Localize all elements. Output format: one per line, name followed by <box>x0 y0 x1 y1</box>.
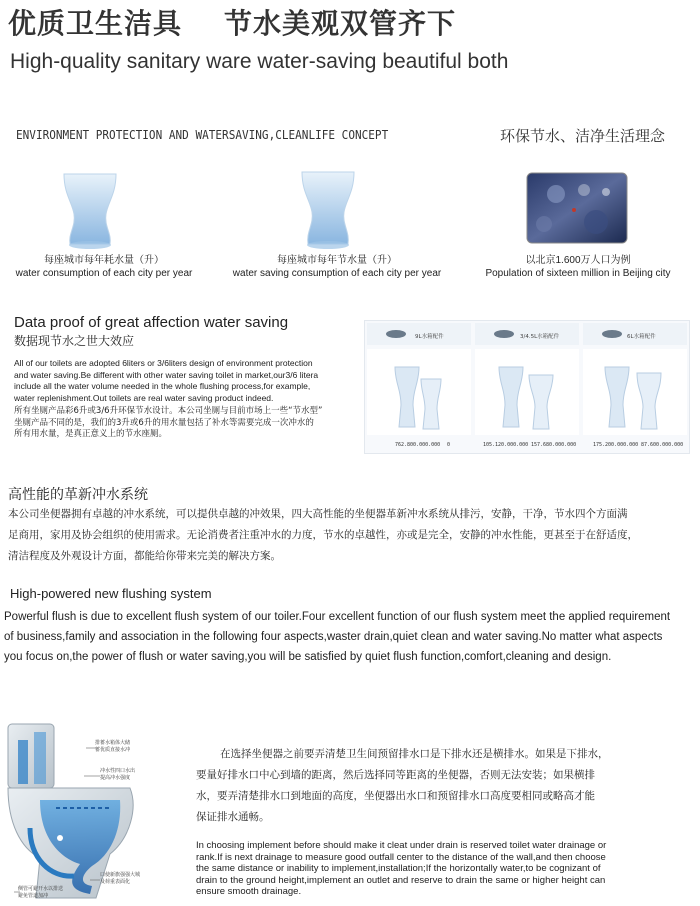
callout-line: 侧管可避开水以排送 <box>18 886 64 892</box>
diagram-callout-3 <box>100 872 140 886</box>
flush-cn-line: 足商用，家用及协会组织的使用需求。无论消费者注重冲水的力度，节水的卓越性，亦或是完全，安静的冲水性能，更甚至于在舒适度， <box>8 529 638 541</box>
install-paragraph-en <box>196 840 696 898</box>
flush-paragraph-cn <box>8 504 698 567</box>
title-cn-left: 优质卫生洁具 <box>8 7 183 40</box>
beijing-caption-en: Population of sixteen million in Beijing city <box>485 268 671 279</box>
beijing-caption <box>478 254 678 280</box>
tank-part-icon <box>385 329 407 339</box>
saving-caption-cn: 每座城市每年节水量（升） <box>277 255 397 266</box>
concept-heading-en: ENVIRONMENT PROTECTION AND WATERSAVING,CLEANLIFE CONCEPT <box>16 128 389 142</box>
toilet-cross-section-diagram <box>0 718 180 904</box>
saving-caption-en: water saving consumption of each city per year <box>232 268 442 279</box>
beijing-caption-cn: 以北京1.600万人口为例 <box>525 255 631 266</box>
flush-en-line: you focus on,the power of flush or water saving,you will be satisfied by quiet flush function,comfort,cleaning and design. <box>4 651 612 663</box>
proof-paragraph-cn <box>14 406 359 441</box>
panel-glasses-6l <box>583 349 687 435</box>
panel-glasses-9l <box>367 349 471 435</box>
diagram-callout-2 <box>100 768 135 782</box>
concept-heading-cn: 环保节水、洁净生活理念 <box>500 127 666 145</box>
callout-line: 避免管道加冲 <box>18 893 49 899</box>
proof-en-line: water replenishment.Out toilets are real water saving product indeed. <box>14 392 274 403</box>
panel-number: 87.600.000.000 <box>641 442 684 448</box>
panel-number: 0 <box>447 442 451 448</box>
panel-number: 762.800.000.000 <box>395 442 441 448</box>
flush-title-cn: 高性能的革新冲水系统 <box>8 487 148 503</box>
panel-tag-9l: 9L水箱配件 <box>415 334 444 340</box>
install-en-line: the same distance or inability to implement,installation;If the horizontally water,to be cognizant of <box>196 863 601 874</box>
consumption-caption-en: water consumption of each city per year <box>15 268 193 279</box>
page-title-en: High-quality sanitary ware water-saving beautiful both <box>10 50 509 73</box>
consumption-caption-cn: 每座城市每年耗水量（升） <box>44 255 164 266</box>
glass-consumption-image <box>60 170 120 252</box>
flush-paragraph-en <box>4 607 698 667</box>
panel-number: 105.120.000.000 <box>483 442 529 448</box>
tank-part-icon <box>493 329 515 339</box>
diagram-callout-1 <box>95 740 130 754</box>
saving-caption <box>226 254 448 280</box>
callout-line: 口使新旗强强大城 <box>100 872 141 878</box>
install-en-line: rank.If is next drainage to measure good outfall center to the distance of the wall,and then choose <box>196 851 606 863</box>
proof-en-line: and water saving.Be different with other water saving toilet in market,our3/6 litera <box>14 369 319 380</box>
flush-cn-line: 清洁程度及外观设计方面，都能给你带来完美的解决方案。 <box>8 550 281 562</box>
tank-part-icon <box>601 329 623 339</box>
proof-cn-line: 所有用水量，是真正意义上的节水座厕。 <box>14 429 168 439</box>
comparison-panel <box>364 320 690 454</box>
install-cn-line: 水，要弄清楚排水口到地面的高度，坐便器出水口和预留排水口高度要相同或略高才能 <box>196 790 595 802</box>
diagram-callout-4 <box>18 886 63 900</box>
panel-tag-6l: 6L水箱配件 <box>627 334 656 340</box>
callout-line: 排蓄水箱体大储 <box>95 740 131 746</box>
install-en-line: ensure smooth drainage. <box>196 886 302 897</box>
flush-title-en: High-powered new flushing system <box>10 586 212 601</box>
proof-en-line: All of our toilets are adopted 6liters or 3/6liters design of environment protection <box>14 358 313 368</box>
proof-cn-line: 所有坐厕产品彩6升或3/6升环保节水设计。本公司坐厕与目前市场上一些“节水型” <box>14 406 323 416</box>
proof-cn-line: 坐厕产品不同的是，我们的3升或6升的用水量包括了补水等需要完成一次冲水的 <box>14 417 314 428</box>
glass-saving-image <box>298 168 358 252</box>
panel-number: 175.200.000.000 <box>593 442 639 448</box>
install-paragraph-cn <box>196 744 696 828</box>
install-cn-line: 要量好排水口中心到墙的距离，然后选择同等距离的坐便器，否则无法安装；如果横排 <box>196 769 595 781</box>
install-cn-line: 保证排水通畅。 <box>196 811 270 823</box>
install-cn-line: 在选择坐便器之前要弄清楚卫生间预留排水口是下排水还是横排水。如果是下排水， <box>220 748 609 760</box>
proof-title-en: Data proof of great affection water saving <box>14 314 289 331</box>
beijing-photo <box>526 172 628 244</box>
callout-line: 蓄优质直接水冲 <box>95 747 131 753</box>
proof-en-line: include all the water volume needed in the whole flushing process,for example, <box>14 381 311 391</box>
install-en-line: In choosing implement before should make it cleat under drain is reserved toilet water drainage or <box>196 840 607 851</box>
flush-en-line: Powerful flush is due to excellent flush system of our toiler.Four excellent function of our flush system meet the applied requirement <box>4 611 671 623</box>
panel-number: 157.680.000.000 <box>531 442 577 448</box>
title-cn-right: 节水美观双管齐下 <box>224 7 457 40</box>
flush-en-line: of business,family and association in the following four aspects,waster drain,quiet clean and water saving.No matter what aspects <box>4 631 663 643</box>
proof-paragraph-en <box>14 358 359 404</box>
panel-tag-34l: 3/4.5L水箱配件 <box>520 334 560 340</box>
proof-title-cn: 数据现节水之世大效应 <box>14 334 135 348</box>
panel-glasses-34l <box>475 349 579 435</box>
install-en-line: drain to the ground height,implement an outlet and reserve to drain the same or higher height can <box>196 874 606 886</box>
callout-line: 及荷重表面化 <box>100 879 131 885</box>
callout-line: 冲水性四口水出 <box>100 768 136 774</box>
consumption-caption <box>0 254 208 280</box>
flush-cn-line: 本公司坐便器拥有卓越的冲水系统，可以提供卓越的冲效果，四大高性能的坐便器革新冲水系统从排污，安静，干净，节水四个方面满 <box>8 508 628 520</box>
page-title-cn <box>8 2 456 42</box>
callout-line: 提高冲水强度 <box>100 775 131 781</box>
